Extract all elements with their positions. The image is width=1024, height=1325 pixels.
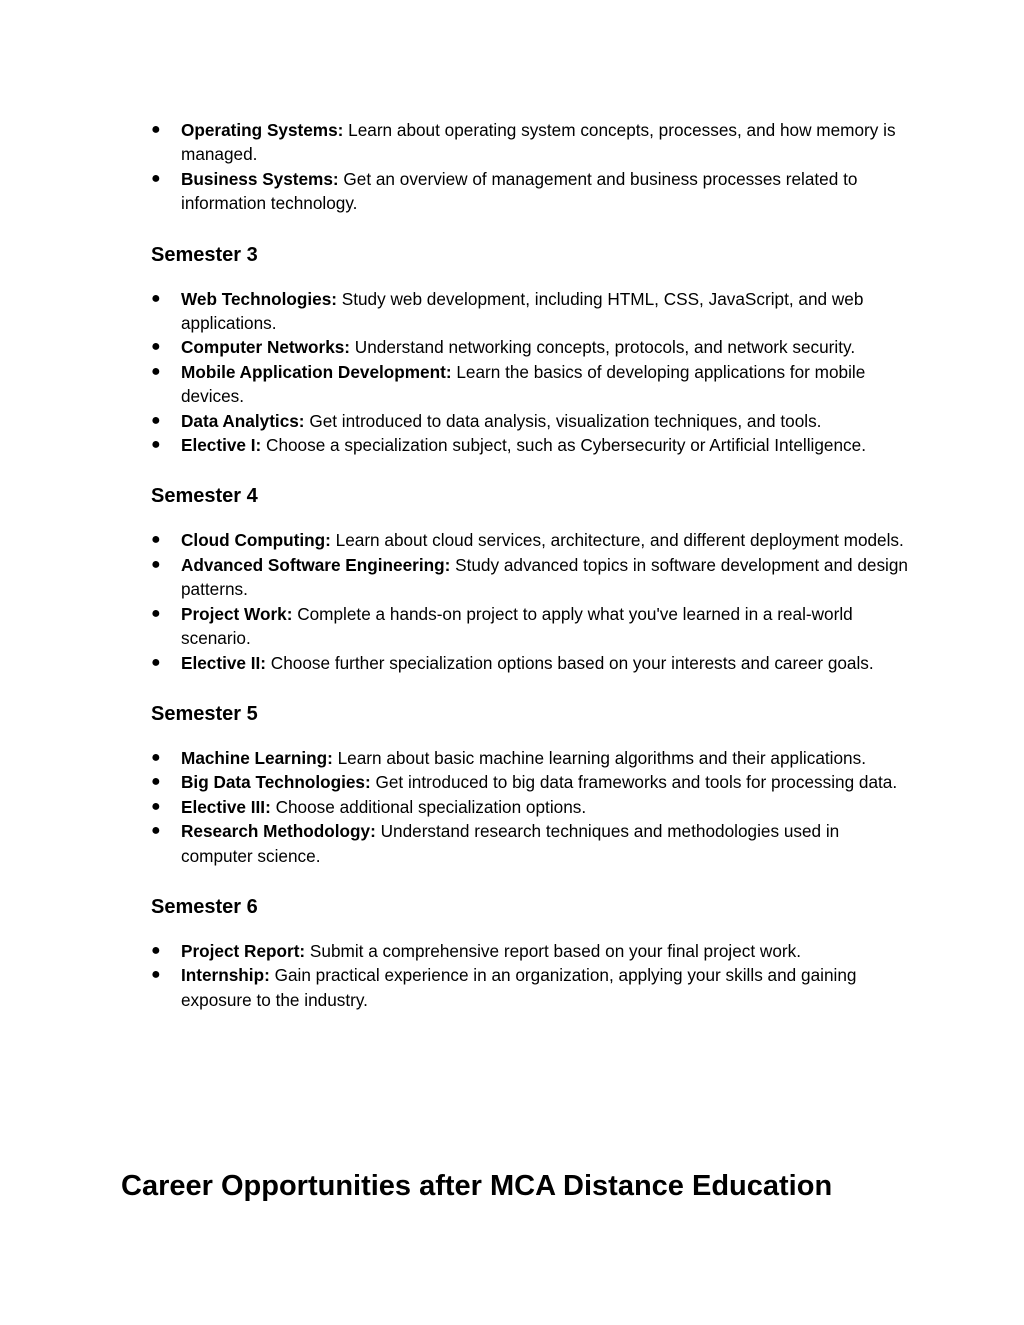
item-description: Learn about cloud services, architecture, and different deployment models. [330,530,904,551]
item-description: Get an overview of management and business processes related to information technology. [181,168,858,214]
list-item [151,746,911,770]
bullet-icon: ● [151,604,161,622]
item-term: Project Report: [181,940,306,961]
item-description: Submit a comprehensive report based on your final project work. [305,940,801,961]
bullet-icon: ● [151,555,161,573]
list-item [151,335,911,359]
item-description: Learn about operating system concepts, processes, and how memory is managed. [181,120,896,165]
item-description: Understand networking concepts, protocols, and network security. [350,337,856,358]
item-term: Big Data Technologies: [181,772,371,793]
list-item [151,528,911,552]
list-item [151,553,911,602]
intro-list [151,118,911,216]
item-term: Elective I: [181,435,262,456]
semester-4-list [151,528,911,674]
item-description: Study web development, including HTML, CSS, JavaScript, and web applications. [181,288,864,334]
item-term: Operating Systems: [181,120,344,140]
bullet-icon: ● [151,338,161,356]
list-item [151,819,911,868]
item-description: Choose a specialization subject, such as Cybersecurity or Artificial Intelligence. [261,435,866,456]
item-description: Learn about basic machine learning algorithms and their applications. [332,747,866,768]
item-term: Computer Networks: [181,337,351,358]
bullet-icon: ● [151,822,161,840]
list-item [151,167,911,216]
item-description: Complete a hands-on project to apply what you've learned in a real-world scenario. [181,603,853,649]
list-item [151,770,911,794]
item-description: Choose further specialization options based on your interests and career goals. [266,652,874,673]
semester-4-heading: Semester 4 [151,485,258,508]
document-content [151,118,911,1012]
semester-6-heading: Semester 6 [151,895,258,918]
semester-5-list [151,746,911,868]
item-description: Study advanced topics in software development and design patterns. [181,554,908,600]
item-term: Internship: [181,965,270,986]
item-term: Project Work: [181,603,293,624]
item-term: Research Methodology: [181,821,376,842]
list-item [151,602,911,651]
list-item [151,795,911,819]
bullet-icon: ● [151,797,161,815]
bullet-icon: ● [151,289,161,307]
item-description: Get introduced to data analysis, visualization techniques, and tools. [304,410,822,431]
list-item [151,118,911,167]
item-term: Business Systems: [181,168,339,189]
list-item [151,651,911,675]
list-item [151,939,911,963]
bullet-icon: ● [151,653,161,671]
bullet-icon: ● [151,966,161,984]
item-term: Web Technologies: [181,288,337,309]
semester-5-heading: Semester 5 [151,702,258,725]
item-term: Elective III: [181,796,271,817]
bullet-icon: ● [151,436,161,454]
semester-3-list [151,287,911,458]
item-description: Learn the basics of developing applications for mobile devices. [181,361,866,407]
bullet-icon: ● [151,748,161,766]
bullet-icon: ● [151,169,161,187]
list-item [151,360,911,409]
item-term: Machine Learning: [181,747,333,768]
item-description: Get introduced to big data frameworks and tools for processing data. [370,772,898,793]
semester-6-list [151,939,911,1012]
list-item [151,433,911,457]
item-term: Elective II: [181,652,267,673]
bullet-icon: ● [151,411,161,429]
list-item [151,409,911,433]
item-description: Gain practical experience in an organization, applying your skills and gaining exposure to the industry. [181,965,857,1010]
item-term: Data Analytics: [181,410,305,431]
bullet-icon: ● [151,362,161,380]
item-term: Mobile Application Development: [181,361,452,382]
semester-3-heading: Semester 3 [151,243,258,266]
career-opportunities-heading: Career Opportunities after MCA Distance Education [121,1170,833,1202]
item-term: Cloud Computing: [181,530,331,551]
item-description: Understand research techniques and methodologies used in computer science. [181,821,840,866]
bullet-icon: ● [151,773,161,791]
bullet-icon: ● [151,121,161,138]
bullet-icon: ● [151,531,161,549]
item-description: Choose additional specialization options. [270,796,587,817]
list-item [151,287,911,336]
bullet-icon: ● [151,941,161,959]
item-term: Advanced Software Engineering: [181,554,451,575]
list-item [151,963,911,1012]
